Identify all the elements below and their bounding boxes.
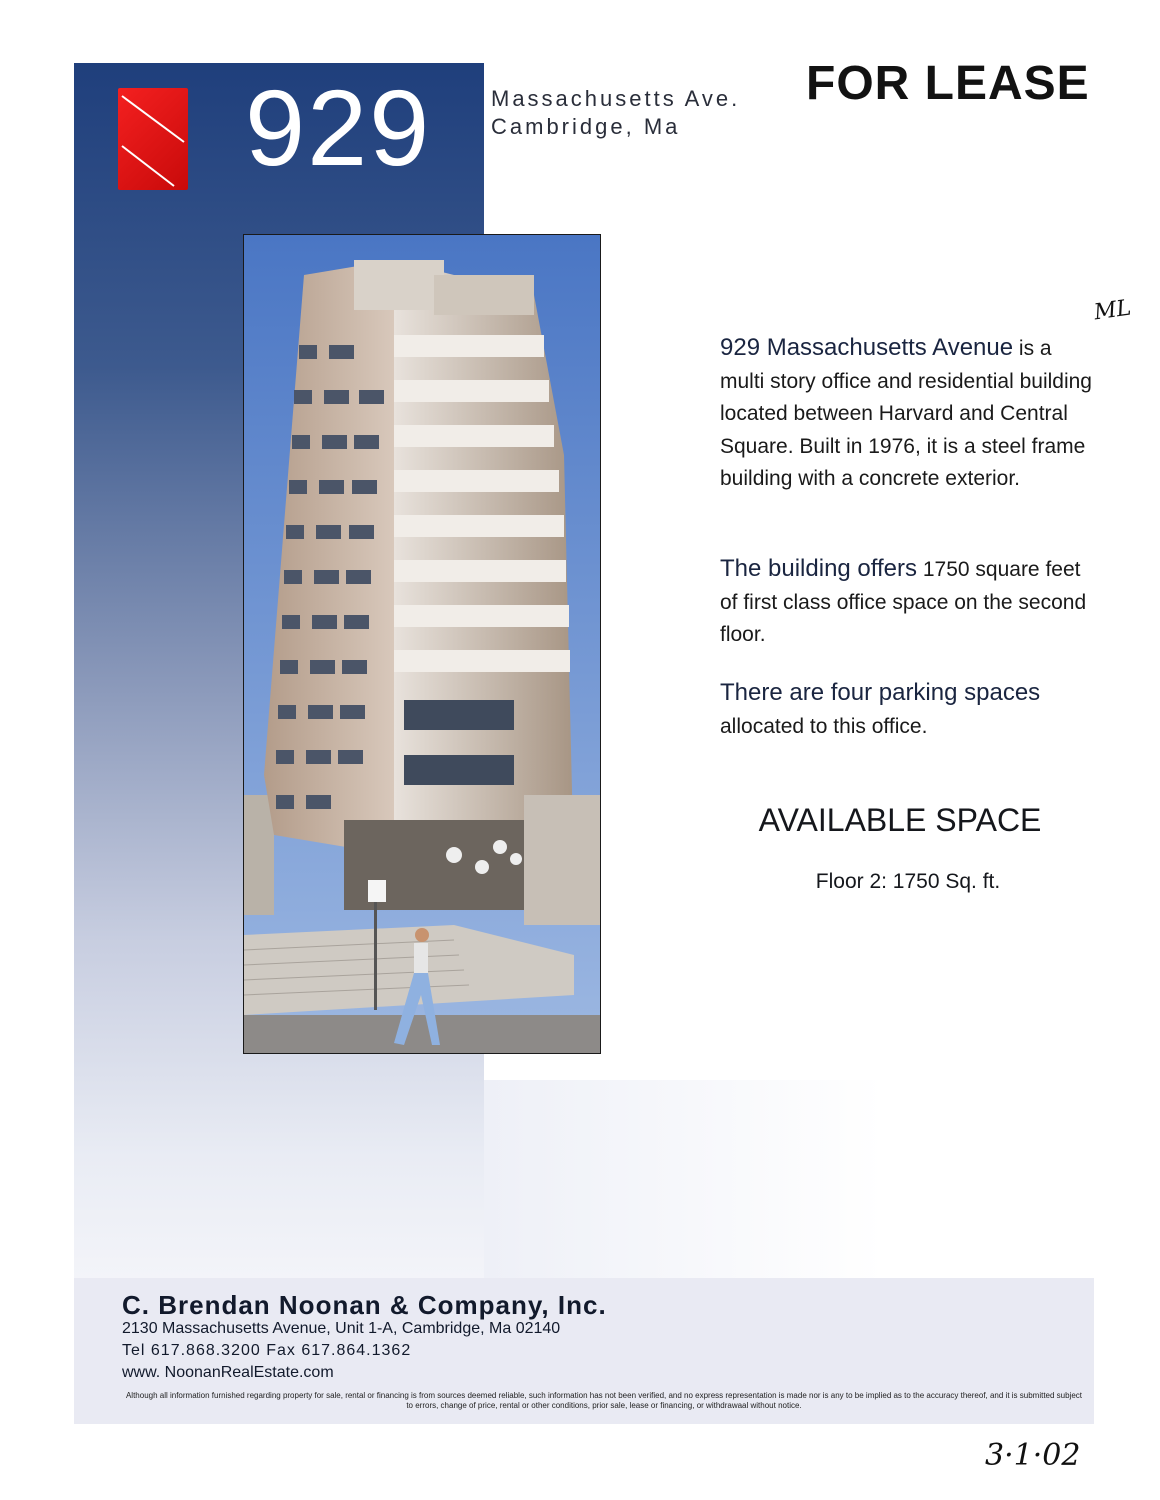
handwritten-initials: ML — [1092, 295, 1133, 326]
handwritten-date: 3·1·02 — [985, 1438, 1081, 1473]
company-footer — [74, 1278, 1094, 1424]
paragraph-2-text: 1750 square feet of first class office space on the second floor. — [720, 558, 1087, 646]
address-street: Massachusetts Ave. — [491, 86, 741, 111]
footer-fade — [484, 1080, 884, 1278]
company-logo-icon — [118, 88, 188, 190]
available-space-detail: Floor 2: 1750 Sq. ft. — [815, 870, 1001, 893]
company-website: www. NoonanRealEstate.com — [122, 1364, 334, 1381]
legal-disclaimer: Although all information furnished regarding property for sale, rental or financing is from sources deemed reliable, such information has not been verified, and no express representation is made nor is any to be implied as to the accuracy thereof, and it is submitted subject to errors, change of price, rental or other conditions, prior sale, lease or financing, or withdrawaal without notice. — [125, 1391, 1083, 1410]
company-address: 2130 Massachusetts Avenue, Unit 1-A, Cambridge, Ma 02140 — [122, 1320, 561, 1337]
paragraph-1-lead: 929 Massachusetts Avenue — [720, 334, 1014, 361]
building-number: 929 — [245, 67, 432, 188]
paragraph-1-text: is a multi story office and residential building located between Harvard and Central Square. Built in 1976, it is a steel frame building with a concrete exterior. — [720, 337, 1092, 490]
company-name: C. Brendan Noonan & Company, Inc. — [122, 1290, 607, 1320]
paragraph-3-text: allocated to this office. — [720, 714, 928, 738]
description-paragraph-3 — [720, 677, 1100, 743]
building-photo — [243, 234, 601, 1054]
available-space-heading: AVAILABLE SPACE — [758, 802, 1042, 838]
paragraph-3-lead: There are four parking spaces — [720, 679, 1041, 706]
building-address — [491, 85, 740, 141]
company-phone-fax: Tel 617.868.3200 Fax 617.864.1362 — [122, 1342, 412, 1359]
description-paragraph-1 — [720, 332, 1100, 496]
description-paragraph-2 — [720, 553, 1100, 652]
address-city: Cambridge, Ma — [491, 114, 681, 139]
paragraph-2-lead: The building offers — [720, 555, 918, 582]
for-lease-headline: FOR LEASE — [806, 57, 1090, 110]
